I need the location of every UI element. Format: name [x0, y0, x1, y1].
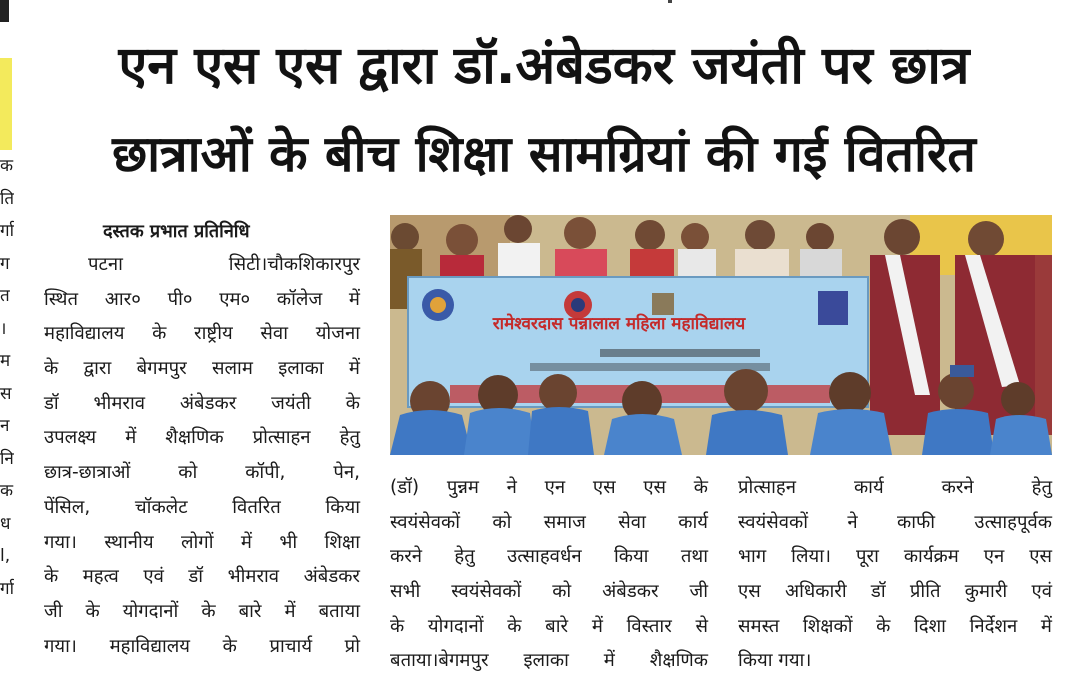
- headline-line-2: छात्राओं के बीच शिक्षा सामग्रियां की गई वितरित: [112, 125, 976, 183]
- text-line: भाग लिया। पूरा कार्यक्रम एन एस: [738, 546, 1052, 568]
- edge-fragment: नि: [0, 448, 14, 469]
- text-line: समस्त शिक्षकों के दिशा निर्देशन में: [738, 615, 1052, 637]
- edge-fragment: ग: [0, 253, 10, 274]
- edge-fragment: स: [0, 383, 12, 404]
- edge-fragment: र्गा: [0, 578, 14, 599]
- edge-fragment: ध: [0, 513, 11, 534]
- edge-fragment: l,: [0, 546, 11, 566]
- article-column-2: [390, 471, 708, 679]
- edge-fragment: म: [0, 351, 11, 371]
- text-line: पेंसिल, चॉकलेट वितरित किया: [44, 496, 360, 518]
- text-line: गया। महाविद्यालय के प्राचार्य प्रो: [44, 635, 360, 657]
- text-line: पटना सिटी।चौकशिकारपुर: [88, 254, 360, 275]
- text-line: (डॉ) पुन्नम ने एन एस एस के: [390, 477, 708, 498]
- text-line: स्थित आर० पी० एम० कॉलेज में: [44, 288, 360, 310]
- text-line: उपलक्ष्य में शैक्षणिक प्रोत्साहन हेतु: [44, 427, 360, 449]
- edge-fragment: र्गा: [0, 221, 14, 241]
- edge-fragment: त: [0, 286, 10, 306]
- edge-fragment: ।: [0, 318, 7, 339]
- page-edge-highlight: [0, 58, 12, 150]
- text-line: के योगदानों के बारे में विस्तार से: [390, 615, 708, 637]
- event-photo: [390, 215, 1052, 455]
- photo-illustration: [390, 215, 1052, 455]
- text-line: एस अधिकारी डॉ प्रीति कुमारी एवं: [738, 581, 1052, 603]
- text-line: करने हेतु उत्साहवर्धन किया तथा: [390, 546, 708, 568]
- edge-fragment: क: [0, 156, 14, 176]
- text-line: छात्र-छात्राओं को कॉपी, पेन,: [44, 462, 360, 484]
- text-line: बताया।बेगमपुर इलाका में शैक्षणिक: [390, 650, 708, 672]
- edge-fragment: ति: [0, 188, 14, 209]
- byline: दस्तक प्रभात प्रतिनिधि: [103, 221, 250, 242]
- article-column-1: [44, 248, 360, 664]
- text-line: जी के योगदानों के बारे में बताया: [44, 600, 360, 622]
- edge-fragment: न: [0, 416, 10, 436]
- text-line: प्रोत्साहन कार्य करने हेतु: [738, 477, 1052, 498]
- edge-fragment: क: [0, 481, 14, 501]
- text-line: के द्वारा बेगमपुर सलाम इलाका में: [44, 358, 360, 380]
- headline-line-1: एन एस एस द्वारा डॉ.अंबेडकर जयंती पर छात्र: [118, 36, 970, 96]
- text-line: किया गया।: [738, 650, 812, 672]
- article-column-3: [738, 471, 1052, 679]
- text-line: डॉ भीमराव अंबेडकर जयंती के: [44, 392, 360, 414]
- banner-college-name: रामेश्वरदास पन्नालाल महिला महाविद्यालय: [492, 314, 746, 334]
- page-edge-mark: [0, 0, 9, 22]
- text-line: स्वयंसेवकों को समाज सेवा कार्य: [390, 511, 708, 533]
- text-line: महाविद्यालय के राष्ट्रीय सेवा योजना: [44, 323, 360, 345]
- text-line: स्वयंसेवकों ने काफी उत्साहपूर्वक: [738, 511, 1052, 533]
- print-speck: [668, 0, 672, 3]
- text-line: के महत्व एवं डॉ भीमराव अंबेडकर: [44, 566, 360, 588]
- adjacent-column-fragment: [0, 150, 14, 605]
- text-line: सभी स्वयंसेवकों को अंबेडकर जी: [390, 581, 708, 603]
- text-line: गया। स्थानीय लोगों में भी शिक्षा: [44, 531, 360, 553]
